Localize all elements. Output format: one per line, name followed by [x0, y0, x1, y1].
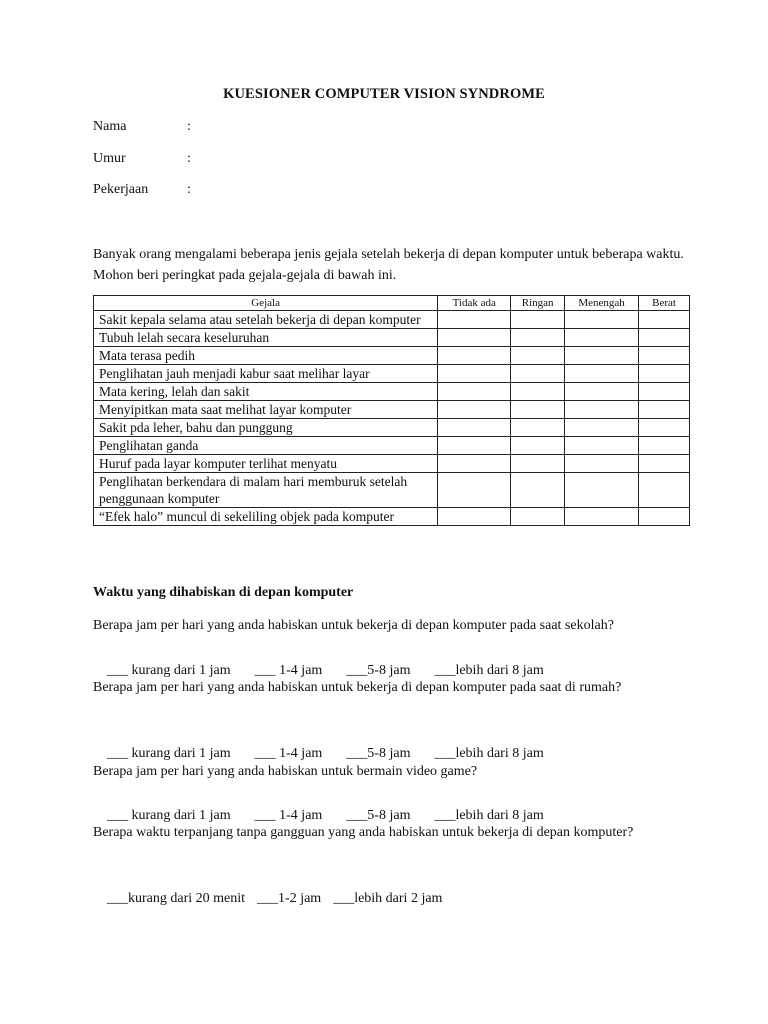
rating-cell[interactable]: [511, 383, 565, 401]
name-field[interactable]: [93, 119, 191, 135]
symptom-label: Sakit pda leher, bahu dan punggung: [94, 419, 438, 437]
rating-cell[interactable]: [511, 508, 565, 526]
header-ringan: Ringan: [511, 296, 565, 311]
field-label-umur: Umur: [93, 151, 126, 166]
option[interactable]: ___5-8 jam: [346, 808, 411, 823]
option[interactable]: ___lebih dari 8 jam: [434, 663, 544, 678]
rating-cell[interactable]: [565, 473, 639, 508]
option[interactable]: ___lebih dari 2 jam: [333, 891, 443, 906]
option[interactable]: ___5-8 jam: [346, 746, 411, 761]
question-4-options: [93, 875, 466, 923]
rating-cell[interactable]: [565, 329, 639, 347]
rating-cell[interactable]: [511, 437, 565, 455]
rating-cell[interactable]: [639, 401, 690, 419]
header-gejala: Gejala: [94, 296, 438, 311]
rating-cell[interactable]: [565, 401, 639, 419]
field-sep: :: [187, 151, 191, 166]
rating-cell[interactable]: [438, 455, 511, 473]
table-row: [94, 383, 690, 401]
rating-cell[interactable]: [511, 473, 565, 508]
age-field[interactable]: [93, 151, 191, 167]
symptom-label: Penglihatan berkendara di malam hari memburuk setelah penggunaan komputer: [94, 473, 438, 508]
rating-cell[interactable]: [639, 455, 690, 473]
rating-cell[interactable]: [565, 347, 639, 365]
rating-cell[interactable]: [565, 508, 639, 526]
rating-cell[interactable]: [438, 347, 511, 365]
rating-cell[interactable]: [639, 311, 690, 329]
option[interactable]: ___ 1-4 jam: [254, 663, 323, 678]
symptom-label: Penglihatan jauh menjadi kabur saat melihar layar: [94, 365, 438, 383]
option[interactable]: ___ 1-4 jam: [254, 808, 323, 823]
rating-cell[interactable]: [438, 508, 511, 526]
rating-cell[interactable]: [639, 473, 690, 508]
symptom-label: Penglihatan ganda: [94, 437, 438, 455]
rating-cell[interactable]: [639, 437, 690, 455]
rating-cell[interactable]: [438, 329, 511, 347]
table-row: [94, 401, 690, 419]
field-sep: :: [187, 119, 191, 134]
rating-cell[interactable]: [511, 365, 565, 383]
rating-cell[interactable]: [565, 383, 639, 401]
rating-cell[interactable]: [639, 508, 690, 526]
symptom-table: [93, 295, 690, 526]
table-row: [94, 365, 690, 383]
symptom-label: Mata kering, lelah dan sakit: [94, 383, 438, 401]
rating-cell[interactable]: [511, 329, 565, 347]
page-title: KUESIONER COMPUTER VISION SYNDROME: [223, 86, 545, 102]
header-berat: Berat: [639, 296, 690, 311]
field-label-pekerjaan: Pekerjaan: [93, 182, 149, 197]
rating-cell[interactable]: [438, 437, 511, 455]
rating-cell[interactable]: [438, 419, 511, 437]
table-header-row: [94, 296, 690, 311]
rating-cell[interactable]: [565, 311, 639, 329]
table-row: [94, 508, 690, 526]
rating-cell[interactable]: [639, 329, 690, 347]
table-row: [94, 455, 690, 473]
field-sep: :: [187, 182, 191, 197]
field-label-nama: Nama: [93, 119, 127, 134]
rating-cell[interactable]: [438, 401, 511, 419]
table-row: [94, 347, 690, 365]
symptom-label: Menyipitkan mata saat melihat layar komputer: [94, 401, 438, 419]
rating-cell[interactable]: [438, 365, 511, 383]
option[interactable]: ___ kurang dari 1 jam: [107, 663, 231, 678]
symptom-label: Mata terasa pedih: [94, 347, 438, 365]
table-row: [94, 311, 690, 329]
option[interactable]: ___1-2 jam: [257, 891, 322, 906]
question-1: Berapa jam per hari yang anda habiskan untuk bekerja di depan komputer pada saat sekolah?: [93, 618, 614, 633]
table-row: [94, 329, 690, 347]
question-4: Berapa waktu terpanjang tanpa gangguan yang anda habiskan untuk bekerja di depan komputer?: [93, 825, 634, 840]
rating-cell[interactable]: [511, 401, 565, 419]
question-3: Berapa jam per hari yang anda habiskan untuk bermain video game?: [93, 764, 478, 779]
symptom-label: Tubuh lelah secara keseluruhan: [94, 329, 438, 347]
symptom-label: “Efek halo” muncul di sekeliling objek pada komputer: [94, 508, 438, 526]
occupation-field[interactable]: [93, 182, 191, 198]
section-title: Waktu yang dihabiskan di depan komputer: [93, 585, 354, 600]
rating-cell[interactable]: [639, 365, 690, 383]
table-row: [94, 437, 690, 455]
rating-cell[interactable]: [438, 311, 511, 329]
intro-paragraph: Banyak orang mengalami beberapa jenis gejala setelah bekerja di depan komputer untuk beberapa waktu. Mohon beri peringkat pada gejala-gejala di bawah ini.: [93, 247, 684, 283]
rating-cell[interactable]: [565, 455, 639, 473]
rating-cell[interactable]: [565, 365, 639, 383]
question-2: Berapa jam per hari yang anda habiskan untuk bekerja di depan komputer pada saat di rumah?: [93, 680, 622, 695]
rating-cell[interactable]: [639, 347, 690, 365]
option[interactable]: ___ kurang dari 1 jam: [107, 746, 231, 761]
rating-cell[interactable]: [438, 473, 511, 508]
header-tidak-ada: Tidak ada: [438, 296, 511, 311]
table-row: [94, 419, 690, 437]
header-menengah: Menengah: [565, 296, 639, 311]
rating-cell[interactable]: [438, 383, 511, 401]
option[interactable]: ___ kurang dari 1 jam: [107, 808, 231, 823]
rating-cell[interactable]: [511, 419, 565, 437]
option[interactable]: ___lebih dari 8 jam: [434, 746, 544, 761]
rating-cell[interactable]: [565, 437, 639, 455]
rating-cell[interactable]: [565, 419, 639, 437]
rating-cell[interactable]: [511, 455, 565, 473]
rating-cell[interactable]: [511, 311, 565, 329]
table-row: [94, 473, 690, 508]
rating-cell[interactable]: [511, 347, 565, 365]
option[interactable]: ___lebih dari 8 jam: [434, 808, 544, 823]
option[interactable]: ___5-8 jam: [346, 663, 411, 678]
rating-cell[interactable]: [639, 383, 690, 401]
rating-cell[interactable]: [639, 419, 690, 437]
option[interactable]: ___kurang dari 20 menit: [107, 891, 246, 906]
symptom-label: Sakit kepala selama atau setelah bekerja di depan komputer: [94, 311, 438, 329]
symptom-label: Huruf pada layar komputer terlihat menyatu: [94, 455, 438, 473]
option[interactable]: ___ 1-4 jam: [254, 746, 323, 761]
